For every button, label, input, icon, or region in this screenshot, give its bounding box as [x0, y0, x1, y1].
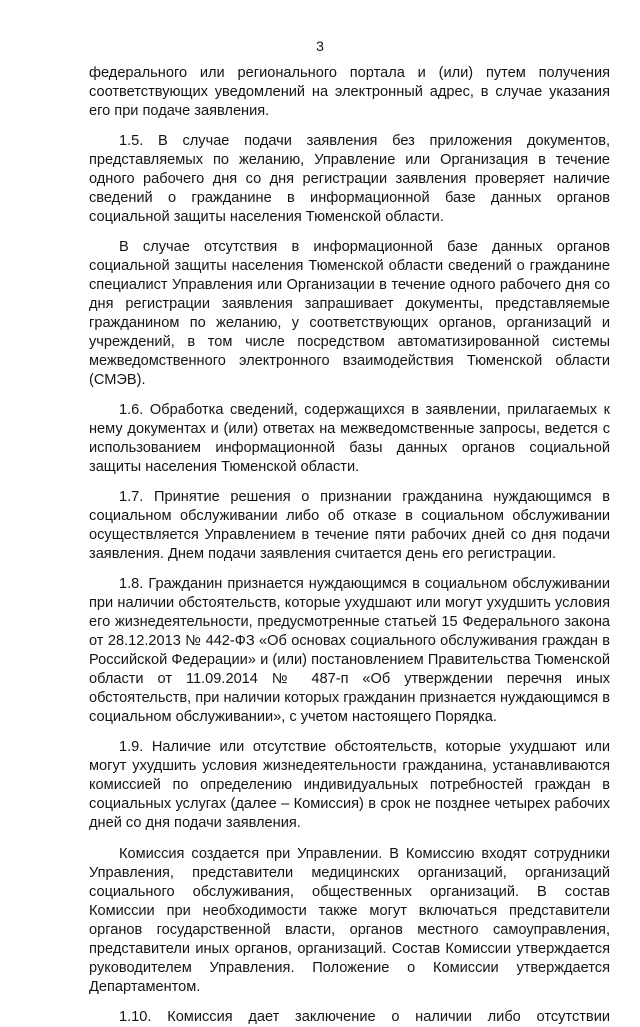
page-number: 3: [316, 38, 324, 54]
paragraph-continuation: федерального или регионального портала и (или) путем получения соответствующих уведомлений на электронный адрес, в случае указания его при подаче заявления.: [89, 65, 610, 119]
paragraph-1-9: 1.9. Наличие или отсутствие обстоятельств, которые ухудшают или могут ухудшить условия жизнедеятельности гражданина, устанавливаются комиссией по определению индивидуальных потребностей граждан в социальных услугах (далее – Комиссия) в срок не позднее четырех рабочих дней со дня подачи заявления.: [89, 739, 610, 831]
paragraph-1-8: 1.8. Гражданин признается нуждающимся в социальном обслуживании при наличии обстоятельств, которые ухудшают или могут ухудшить условия его жизнедеятельности, предусмотренные статьей 15 Федерального закона от 28.12.2013 № 442-ФЗ «Об основах социального обслуживания граждан в Российской Федерации» и (или) постановлением Правительства Тюменской области от 11.09.2014 № 487-п «Об утверждении перечня иных обстоятельств, при наличии которых гражданин признается нуждающимся в социальном обслуживании», с учетом настоящего Порядка.: [89, 576, 611, 725]
paragraph-smev-request: В случае отсутствия в информационной базе данных органов социальной защиты населения Тюменской области сведений о гражданине специалист Управления или Организации в течение одного рабочего дня со дня регистрации заявления запрашивает документы, представляемые гражданином по желанию, у соответствующих органов, организаций и учреждений, в том числе посредством автоматизированной системы межведомственного электронного взаимодействия Тюменской области (СМЭВ).: [89, 239, 610, 388]
paragraph-1-7: 1.7. Принятие решения о признании гражданина нуждающимся в социальном обслуживании либо об отказе в социальном обслуживании осуществляется Управлением в течение пяти рабочих дней со дня подачи заявления. Днем подачи заявления считается день его регистрации.: [89, 489, 610, 562]
paragraph-1-10: 1.10. Комиссия дает заключение о наличии либо отсутствии: [119, 1009, 610, 1025]
paragraph-1-6: 1.6. Обработка сведений, содержащихся в заявлении, прилагаемых к нему документах и (или) ответах на межведомственные запросы, ведется с использованием информационной базы данных органов социальной защиты населения Тюменской области.: [89, 402, 610, 475]
paragraph-commission: Комиссия создается при Управлении. В Комиссию входят сотрудники Управления, представители медицинских организаций, организаций социального обслуживания, общественных организаций. В состав Комиссии при необходимости также могут включаться представители органов государственной власти, органов местного самоуправления, представители иных органов, организаций. Состав Комиссии утверждается руководителем Управления. Положение о Комиссии утверждается Департаментом.: [89, 846, 610, 995]
document-body: [89, 64, 610, 1027]
paragraph-1-5: 1.5. В случае подачи заявления без приложения документов, представляемых по желанию, Управление или Организация в течение одного рабочего дня со дня регистрации заявления проверяет наличие сведений о гражданине в информационной базе данных органов социальной защиты населения Тюменской области.: [89, 133, 610, 225]
